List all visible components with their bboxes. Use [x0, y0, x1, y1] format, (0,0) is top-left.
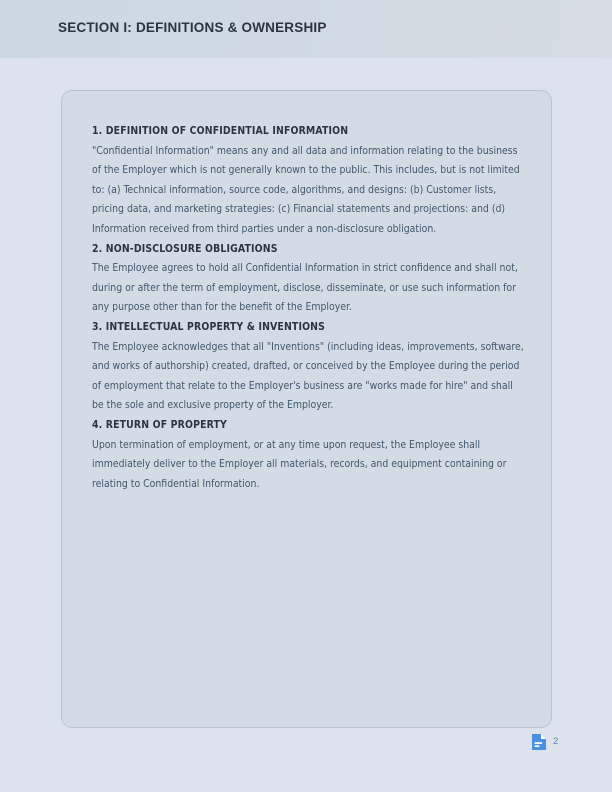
section-paragraph: The Employee acknowledges that all "Inventions" (including ideas, improvements, software, and works of authorship) created, drafted, or conceived by the Employee during the period of employment that relate to the Employer's business are "works made for hire" and shall be the sole and exclusive property of the Employer.: [92, 340, 524, 412]
page-title: SECTION I: DEFINITIONS & OWNERSHIP: [58, 20, 327, 35]
page-number: 2: [553, 736, 559, 748]
section-paragraph: "Confidential Information" means any and all data and information relating to the business of the Employer which is not generally known to the public. This includes, but is not limited to: (a) Technical information, source code, algorithms, and designs: (b) Customer lists, pricing data, and marketing strategies: (c) Financial statements and projections: and (d) Information received from third parties under a non-disclosure obligation.: [92, 144, 520, 235]
section-paragraph: Upon termination of employment, or at any time upon request, the Employee shall immediately deliver to the Employer all materials, records, and equipment containing or relating to Confidential Information.: [92, 438, 507, 490]
section-paragraph: The Employee agrees to hold all Confidential Information in strict confidence and shall not, during or after the term of employment, disclose, disseminate, or use such information for any purpose other than for the benefit of the Employer.: [92, 262, 518, 314]
section-heading: 1. DEFINITION OF CONFIDENTIAL INFORMATION: [92, 125, 349, 137]
document-card: [61, 90, 552, 728]
document-page-icon: [531, 733, 547, 751]
page-footer: [531, 733, 558, 751]
section-heading: 3. INTELLECTUAL PROPERTY & INVENTIONS: [92, 320, 326, 333]
section-heading: 4. RETURN OF PROPERTY: [92, 418, 227, 431]
document-body: [92, 122, 524, 494]
page-header-band: [0, 0, 612, 58]
section-heading: 2. NON-DISCLOSURE OBLIGATIONS: [92, 242, 278, 255]
